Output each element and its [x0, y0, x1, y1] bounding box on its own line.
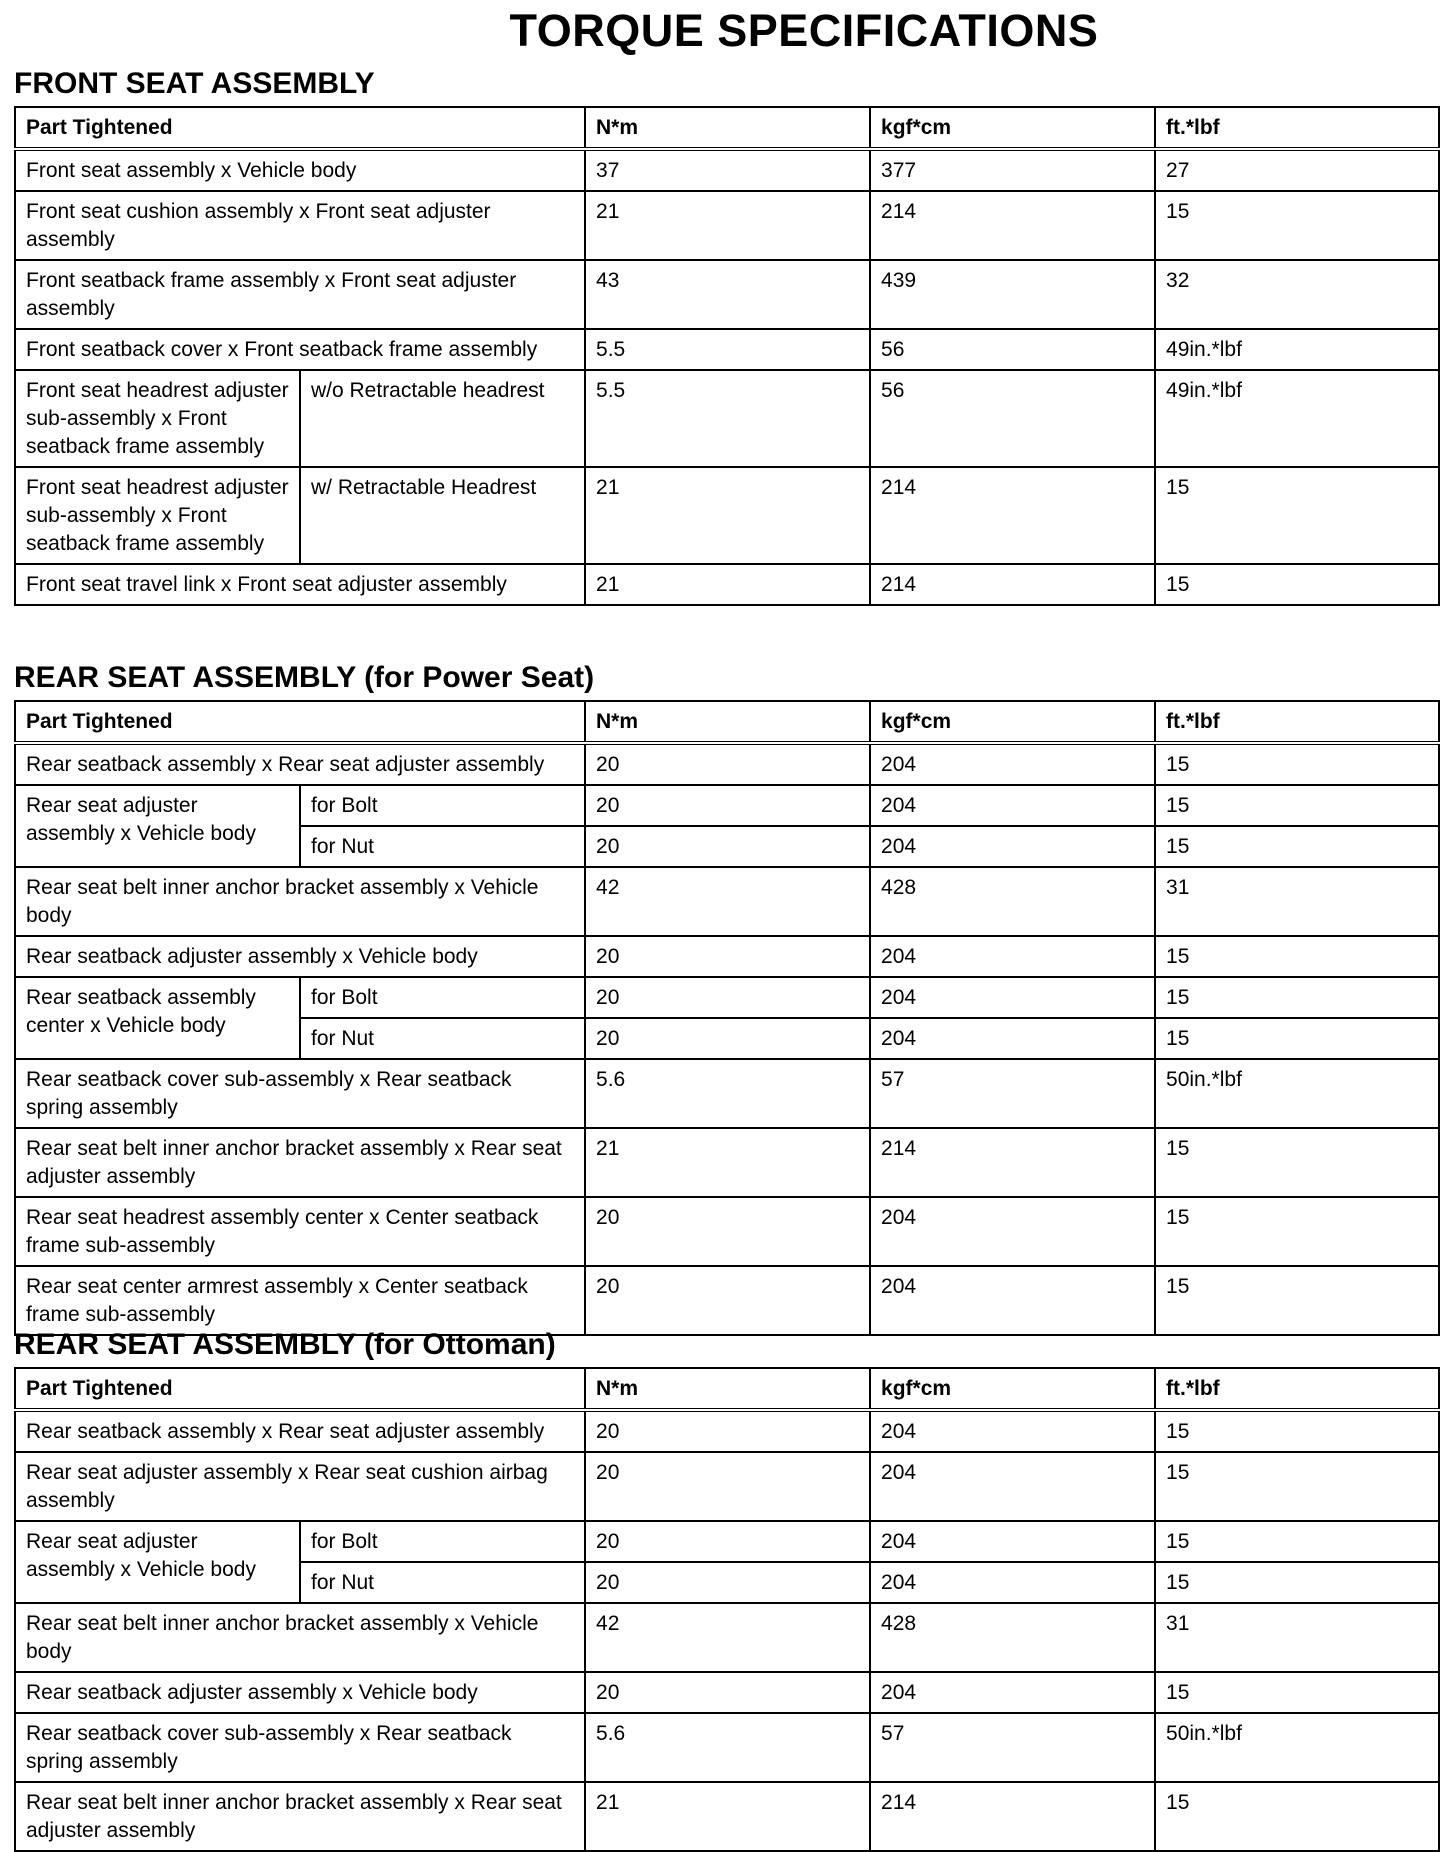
part-cell: Rear seatback assembly x Rear seat adjuster assembly	[15, 743, 585, 785]
table-row	[15, 1672, 1439, 1713]
section-title-front-seat: FRONT SEAT ASSEMBLY	[14, 67, 375, 100]
part-cell: Rear seat center armrest assembly x Center seatback frame sub-assembly	[15, 1266, 585, 1335]
ftlbf-cell: 15	[1155, 1521, 1439, 1562]
rear-seat-ottoman-table	[14, 1367, 1440, 1852]
nm-cell: 20	[585, 826, 870, 867]
kgfcm-cell: 214	[870, 467, 1155, 564]
nm-cell: 5.5	[585, 370, 870, 467]
nm-cell: 20	[585, 936, 870, 977]
ftlbf-cell: 50in.*lbf	[1155, 1713, 1439, 1782]
kgfcm-cell: 214	[870, 1128, 1155, 1197]
front-seat-table	[14, 106, 1440, 606]
kgfcm-cell: 214	[870, 1782, 1155, 1851]
ftlbf-cell: 27	[1155, 149, 1439, 191]
part-cell: Rear seat belt inner anchor bracket assembly x Vehicle body	[15, 867, 585, 936]
table-row	[15, 1713, 1439, 1782]
condition-cell: for Bolt	[300, 1521, 585, 1562]
ftlbf-cell: 15	[1155, 467, 1439, 564]
part-cell: Front seatback cover x Front seatback frame assembly	[15, 329, 585, 370]
kgfcm-cell: 204	[870, 977, 1155, 1018]
nm-cell: 5.6	[585, 1059, 870, 1128]
header-nm: N*m	[585, 1368, 870, 1410]
kgfcm-cell: 377	[870, 149, 1155, 191]
ftlbf-cell: 15	[1155, 1410, 1439, 1452]
kgfcm-cell: 57	[870, 1713, 1155, 1782]
nm-cell: 21	[585, 1782, 870, 1851]
ftlbf-cell: 15	[1155, 1197, 1439, 1266]
section-title-rear-seat-power: REAR SEAT ASSEMBLY (for Power Seat)	[14, 661, 595, 694]
part-cell: Rear seat belt inner anchor bracket assembly x Rear seat adjuster assembly	[15, 1128, 585, 1197]
nm-cell: 20	[585, 743, 870, 785]
condition-cell: for Nut	[300, 1562, 585, 1603]
condition-cell: for Nut	[300, 1018, 585, 1059]
header-row	[15, 107, 1439, 149]
kgfcm-cell: 428	[870, 1603, 1155, 1672]
ftlbf-cell: 15	[1155, 1128, 1439, 1197]
kgfcm-cell: 204	[870, 1452, 1155, 1521]
ftlbf-cell: 15	[1155, 1018, 1439, 1059]
ftlbf-cell: 15	[1155, 564, 1439, 605]
condition-cell: for Bolt	[300, 977, 585, 1018]
table-row	[15, 1059, 1439, 1128]
nm-cell: 42	[585, 867, 870, 936]
table-row	[15, 1782, 1439, 1851]
nm-cell: 21	[585, 564, 870, 605]
kgfcm-cell: 204	[870, 1018, 1155, 1059]
table-row	[15, 564, 1439, 605]
table-row	[15, 329, 1439, 370]
nm-cell: 20	[585, 1452, 870, 1521]
kgfcm-cell: 204	[870, 1672, 1155, 1713]
part-cell: Rear seatback cover sub-assembly x Rear seatback spring assembly	[15, 1713, 585, 1782]
part-cell: Rear seatback assembly x Rear seat adjuster assembly	[15, 1410, 585, 1452]
table-row	[15, 1521, 1439, 1562]
table-row	[15, 1266, 1439, 1335]
ftlbf-cell: 15	[1155, 1672, 1439, 1713]
ftlbf-cell: 32	[1155, 260, 1439, 329]
part-cell: Rear seatback cover sub-assembly x Rear seatback spring assembly	[15, 1059, 585, 1128]
table-row	[15, 785, 1439, 826]
part-cell: Front seatback frame assembly x Front seat adjuster assembly	[15, 260, 585, 329]
part-cell: Rear seat belt inner anchor bracket assembly x Vehicle body	[15, 1603, 585, 1672]
header-nm: N*m	[585, 701, 870, 743]
nm-cell: 21	[585, 1128, 870, 1197]
ftlbf-cell: 31	[1155, 867, 1439, 936]
part-cell: Rear seat adjuster assembly x Vehicle body	[15, 1521, 300, 1603]
nm-cell: 20	[585, 1410, 870, 1452]
header-kgfcm: kgf*cm	[870, 701, 1155, 743]
header-part-tightened: Part Tightened	[15, 701, 585, 743]
ftlbf-cell: 31	[1155, 1603, 1439, 1672]
table-row	[15, 1452, 1439, 1521]
kgfcm-cell: 428	[870, 867, 1155, 936]
kgfcm-cell: 204	[870, 743, 1155, 785]
ftlbf-cell: 15	[1155, 191, 1439, 260]
part-cell: Rear seat adjuster assembly x Vehicle body	[15, 785, 300, 867]
table-row	[15, 467, 1439, 564]
part-cell: Front seat headrest adjuster sub-assembly x Front seatback frame assembly	[15, 467, 300, 564]
ftlbf-cell: 15	[1155, 743, 1439, 785]
condition-cell: for Bolt	[300, 785, 585, 826]
nm-cell: 20	[585, 1562, 870, 1603]
nm-cell: 37	[585, 149, 870, 191]
nm-cell: 5.5	[585, 329, 870, 370]
table-row	[15, 149, 1439, 191]
kgfcm-cell: 214	[870, 191, 1155, 260]
part-cell: Rear seat belt inner anchor bracket assembly x Rear seat adjuster assembly	[15, 1782, 585, 1851]
kgfcm-cell: 56	[870, 329, 1155, 370]
nm-cell: 5.6	[585, 1713, 870, 1782]
header-row	[15, 1368, 1439, 1410]
part-cell: Front seat cushion assembly x Front seat adjuster assembly	[15, 191, 585, 260]
kgfcm-cell: 204	[870, 1266, 1155, 1335]
header-kgfcm: kgf*cm	[870, 107, 1155, 149]
header-part-tightened: Part Tightened	[15, 107, 585, 149]
table-row	[15, 1410, 1439, 1452]
nm-cell: 20	[585, 1018, 870, 1059]
kgfcm-cell: 56	[870, 370, 1155, 467]
nm-cell: 43	[585, 260, 870, 329]
ftlbf-cell: 15	[1155, 1266, 1439, 1335]
nm-cell: 20	[585, 1197, 870, 1266]
nm-cell: 21	[585, 467, 870, 564]
ftlbf-cell: 15	[1155, 1562, 1439, 1603]
table-row	[15, 867, 1439, 936]
nm-cell: 20	[585, 785, 870, 826]
condition-cell: w/ Retractable Headrest	[300, 467, 585, 564]
kgfcm-cell: 204	[870, 1562, 1155, 1603]
page-title: TORQUE SPECIFICATIONS	[509, 5, 1099, 56]
part-cell: Rear seatback assembly center x Vehicle body	[15, 977, 300, 1059]
nm-cell: 21	[585, 191, 870, 260]
table-row	[15, 977, 1439, 1018]
part-cell: Front seat headrest adjuster sub-assembly x Front seatback frame assembly	[15, 370, 300, 467]
header-nm: N*m	[585, 107, 870, 149]
ftlbf-cell: 15	[1155, 826, 1439, 867]
part-cell: Rear seatback adjuster assembly x Vehicle body	[15, 1672, 585, 1713]
kgfcm-cell: 439	[870, 260, 1155, 329]
table-row	[15, 191, 1439, 260]
kgfcm-cell: 204	[870, 1197, 1155, 1266]
table-row	[15, 743, 1439, 785]
kgfcm-cell: 214	[870, 564, 1155, 605]
header-kgfcm: kgf*cm	[870, 1368, 1155, 1410]
part-cell: Rear seatback adjuster assembly x Vehicle body	[15, 936, 585, 977]
condition-cell: w/o Retractable headrest	[300, 370, 585, 467]
kgfcm-cell: 57	[870, 1059, 1155, 1128]
nm-cell: 20	[585, 1672, 870, 1713]
part-cell: Rear seat adjuster assembly x Rear seat cushion airbag assembly	[15, 1452, 585, 1521]
table-row	[15, 1603, 1439, 1672]
table-row	[15, 260, 1439, 329]
part-cell: Front seat assembly x Vehicle body	[15, 149, 585, 191]
header-ftlbf: ft.*lbf	[1155, 1368, 1439, 1410]
header-ftlbf: ft.*lbf	[1155, 107, 1439, 149]
ftlbf-cell: 15	[1155, 977, 1439, 1018]
ftlbf-cell: 15	[1155, 936, 1439, 977]
nm-cell: 20	[585, 1521, 870, 1562]
part-cell: Front seat travel link x Front seat adjuster assembly	[15, 564, 585, 605]
ftlbf-cell: 15	[1155, 785, 1439, 826]
ftlbf-cell: 49in.*lbf	[1155, 329, 1439, 370]
table-row	[15, 370, 1439, 467]
nm-cell: 20	[585, 977, 870, 1018]
kgfcm-cell: 204	[870, 785, 1155, 826]
ftlbf-cell: 50in.*lbf	[1155, 1059, 1439, 1128]
kgfcm-cell: 204	[870, 1521, 1155, 1562]
kgfcm-cell: 204	[870, 826, 1155, 867]
part-cell: Rear seat headrest assembly center x Center seatback frame sub-assembly	[15, 1197, 585, 1266]
kgfcm-cell: 204	[870, 1410, 1155, 1452]
table-row	[15, 1197, 1439, 1266]
nm-cell: 20	[585, 1266, 870, 1335]
nm-cell: 42	[585, 1603, 870, 1672]
rear-seat-power-table	[14, 700, 1440, 1336]
table-row	[15, 1128, 1439, 1197]
kgfcm-cell: 204	[870, 936, 1155, 977]
header-row	[15, 701, 1439, 743]
table-row	[15, 936, 1439, 977]
ftlbf-cell: 49in.*lbf	[1155, 370, 1439, 467]
ftlbf-cell: 15	[1155, 1782, 1439, 1851]
header-ftlbf: ft.*lbf	[1155, 701, 1439, 743]
ftlbf-cell: 15	[1155, 1452, 1439, 1521]
section-title-rear-seat-ottoman: REAR SEAT ASSEMBLY (for Ottoman)	[14, 1328, 556, 1361]
header-part-tightened: Part Tightened	[15, 1368, 585, 1410]
condition-cell: for Nut	[300, 826, 585, 867]
